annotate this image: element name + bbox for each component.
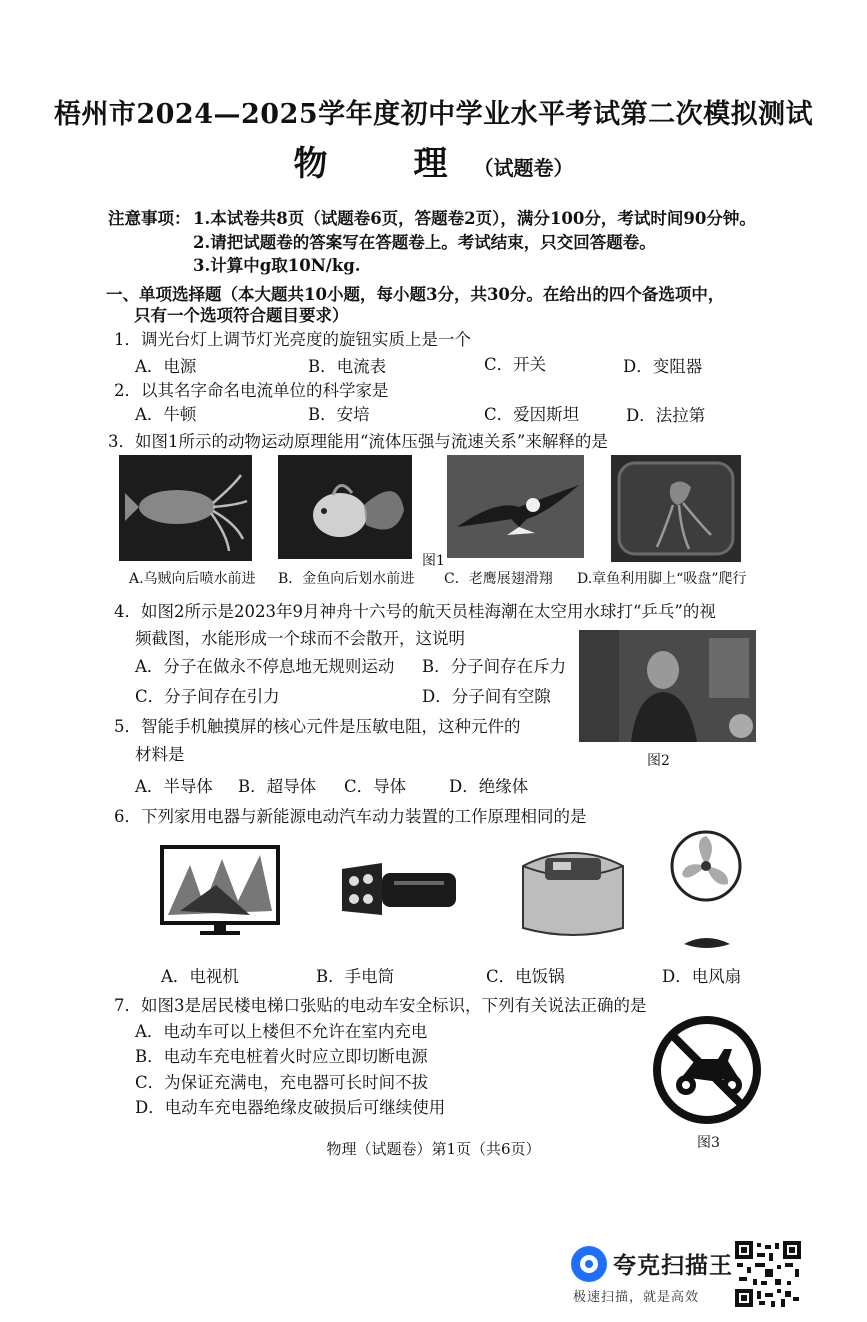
q3-caption-c: C．老鹰展翅滑翔 xyxy=(444,571,553,587)
q2-option-d: D．法拉第 xyxy=(626,406,706,425)
tv-image xyxy=(160,845,280,939)
q4-stem: 4．如图2所示是2023年9月神舟十六号的航天员桂海潮在太空用水球打“乒乓”的视 xyxy=(114,602,716,621)
q1-option-b: B．电流表 xyxy=(308,357,387,376)
q1-option-d: D．变阻器 xyxy=(623,357,703,376)
q7-option-b: B．电动车充电桩着火时应立即切断电源 xyxy=(135,1047,428,1066)
q6-option-b: B．手电筒 xyxy=(316,967,395,986)
octopus-image xyxy=(611,455,741,562)
eagle-image xyxy=(447,455,584,558)
note-item-3: 3.计算中g取10N/kg. xyxy=(193,256,361,275)
note-item-1: 1.本试卷共8页（试题卷6页，答题卷2页），满分100分，考试时间90分钟。 xyxy=(193,209,756,228)
q4-option-c: C．分子间存在引力 xyxy=(135,687,280,706)
goldfish-image xyxy=(278,455,412,559)
q6-option-a: A．电视机 xyxy=(161,967,239,986)
q5-option-c: C．导体 xyxy=(344,777,407,796)
figure1-label: 图1 xyxy=(422,553,445,569)
q2-option-c: C．爱因斯坦 xyxy=(484,405,580,424)
exam-title: 梧州市2024—2025学年度初中学业水平考试第二次模拟测试 xyxy=(53,99,814,130)
subject-name: 物 理 xyxy=(293,144,474,184)
page-footer: 物理（试题卷）第1页（共6页） xyxy=(326,1140,541,1158)
q5-option-d: D．绝缘体 xyxy=(449,777,529,796)
q3-caption-a: A.乌贼向后喷水前进 xyxy=(129,571,256,587)
q5-option-a: A．半导体 xyxy=(135,777,213,796)
q3-stem: 3．如图1所示的动物运动原理能用“流体压强与流速关系”来解释的是 xyxy=(108,432,608,451)
subject-title xyxy=(0,136,867,185)
q2-option-a: A．牛顿 xyxy=(135,405,197,424)
q2-option-b: B．安培 xyxy=(308,405,370,424)
q6-option-c: C．电饭锅 xyxy=(486,967,565,986)
squid-image xyxy=(119,455,252,561)
q5-stem-cont: 材料是 xyxy=(135,745,185,764)
q3-caption-b: B．金鱼向后划水前进 xyxy=(278,571,415,587)
section1-title: 一、单项选择题（本大题共10小题，每小题3分，共30分。在给出的四个备选项中， xyxy=(106,285,725,304)
section1-title-cont: 只有一个选项符合题目要求） xyxy=(134,306,349,325)
q4-option-a: A．分子在做永不停息地无规则运动 xyxy=(135,657,395,676)
astronaut-image xyxy=(579,630,756,742)
flashlight-image xyxy=(338,855,463,925)
scanner-logo-icon xyxy=(571,1246,607,1282)
q4-stem-cont: 频截图，水能形成一个球而不会散开，这说明 xyxy=(135,629,465,648)
rice-cooker-image xyxy=(517,842,629,944)
q6-stem: 6．下列家用电器与新能源电动汽车动力装置的工作原理相同的是 xyxy=(114,807,587,826)
q4-option-d: D．分子间有空隙 xyxy=(422,687,551,706)
q4-option-b: B．分子间存在斥力 xyxy=(422,657,567,676)
no-ebike-sign-icon xyxy=(652,1015,762,1125)
figure3-label: 图3 xyxy=(697,1135,720,1151)
q2-stem: 2．以其名字命名电流单位的科学家是 xyxy=(114,381,389,400)
note-item-2: 2.请把试题卷的答案写在答题卷上。考试结束，只交回答题卷。 xyxy=(193,233,656,252)
q1-option-a: A．电源 xyxy=(135,357,197,376)
electric-fan-image xyxy=(670,826,743,956)
q6-option-d: D．电风扇 xyxy=(662,967,742,986)
q7-option-d: D．电动车充电器绝缘皮破损后可继续使用 xyxy=(135,1098,446,1117)
q1-stem: 1．调光台灯上调节灯光亮度的旋钮实质上是一个 xyxy=(114,330,471,349)
q7-stem: 7．如图3是居民楼电梯口张贴的电动车安全标识，下列有关说法正确的是 xyxy=(114,996,647,1015)
scanner-brand-name: 夸克扫描王 xyxy=(613,1253,733,1279)
scanner-slogan: 极速扫描，就是高效 xyxy=(573,1290,700,1305)
q7-option-a: A．电动车可以上楼但不允许在室内充电 xyxy=(135,1022,428,1041)
q3-caption-d: D.章鱼利用脚上“吸盘”爬行 xyxy=(577,571,747,587)
q5-stem: 5．智能手机触摸屏的核心元件是压敏电阻，这种元件的 xyxy=(114,717,521,736)
figure2-label: 图2 xyxy=(647,753,670,769)
notes-label: 注意事项： xyxy=(108,209,191,228)
q5-option-b: B．超导体 xyxy=(238,777,317,796)
qr-code-icon xyxy=(735,1241,801,1307)
q1-option-c: C．开关 xyxy=(484,355,547,374)
q7-option-c: C．为保证充满电，充电器可长时间不拔 xyxy=(135,1073,429,1092)
subject-subtitle: （试题卷） xyxy=(473,156,574,180)
